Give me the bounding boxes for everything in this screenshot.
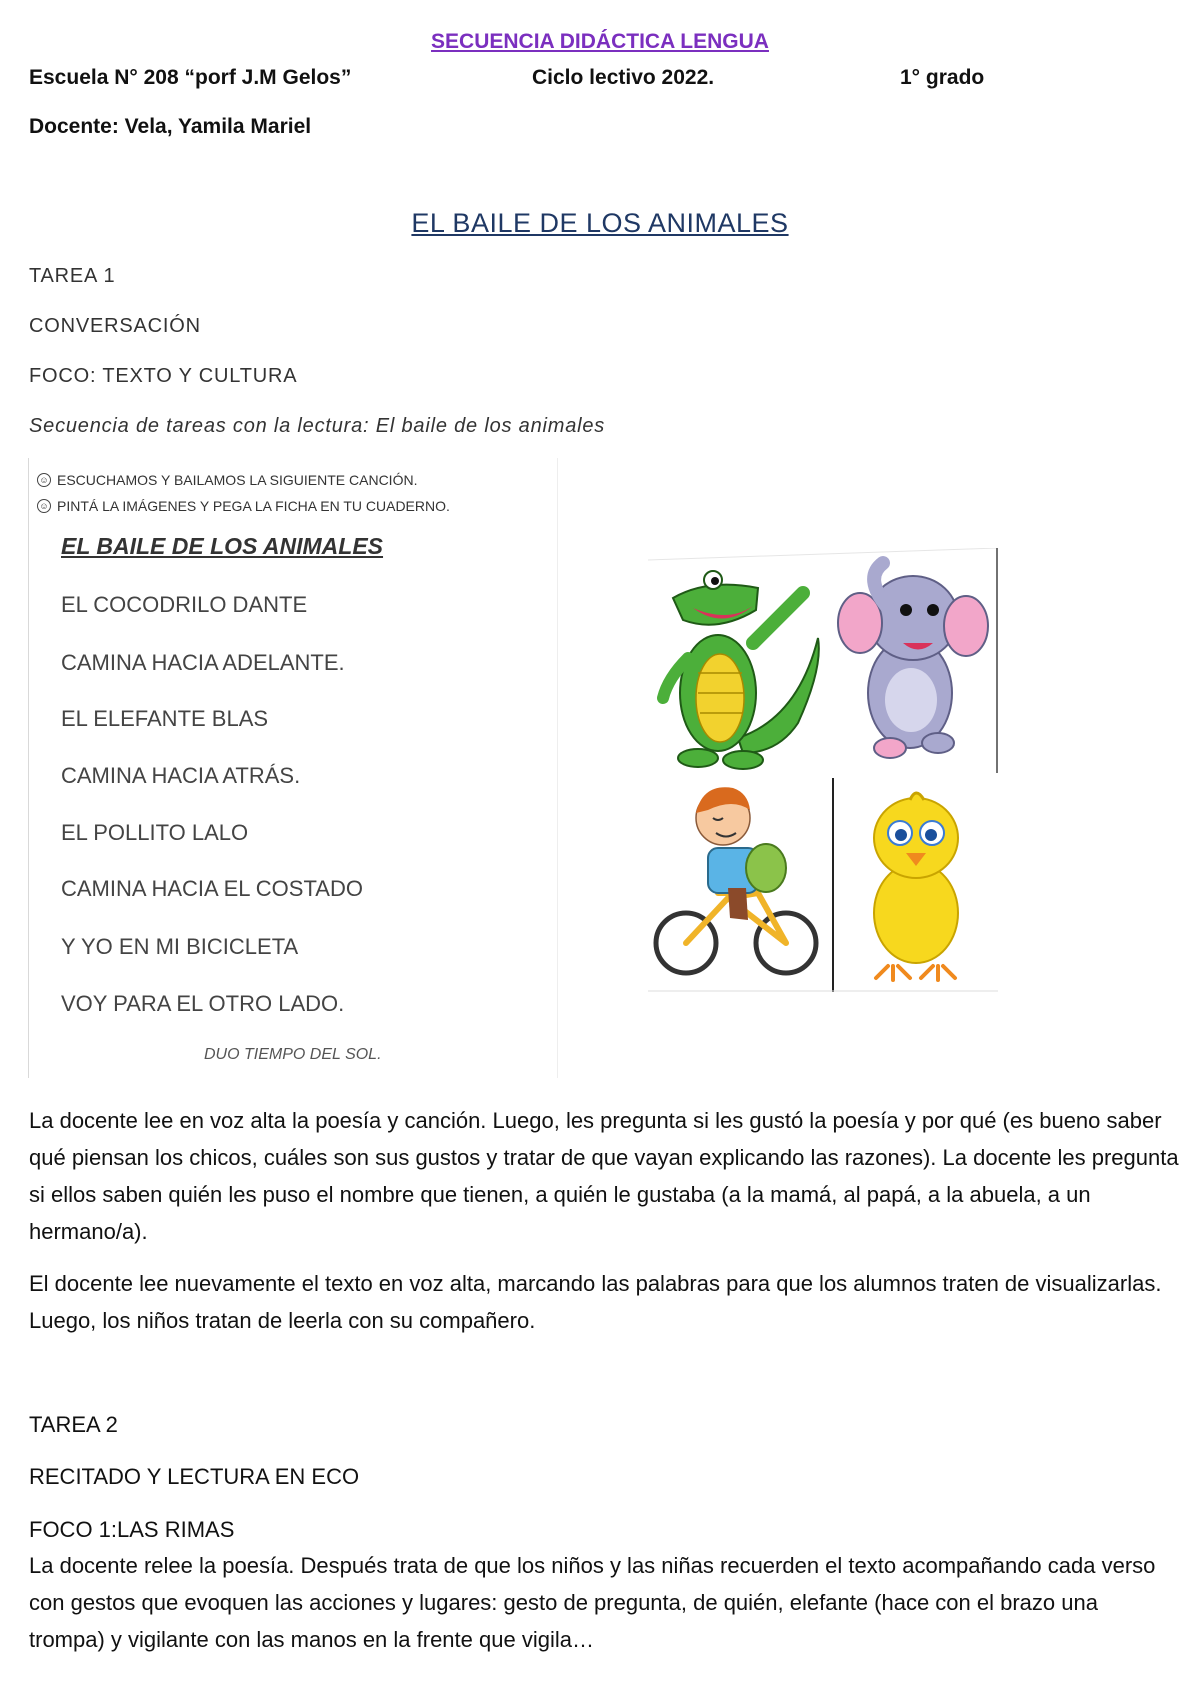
elephant-illustration — [838, 563, 988, 758]
song-verse: CAMINA HACIA EL COSTADO — [61, 876, 363, 901]
song-verse: EL ELEFANTE BLAS — [61, 706, 269, 731]
song-verse: Y YO EN MI BICICLETA — [61, 934, 299, 959]
grade-label: 1° grado — [900, 66, 985, 89]
song-instruction: ☺ ESCUCHAMOS Y BAILAMOS LA SIGUIENTE CANCIÓN. — [37, 472, 417, 488]
boy-on-bicycle-illustration — [656, 787, 816, 973]
task2-focus: FOCO 1:LAS RIMAS — [29, 1517, 235, 1542]
task1-sequence: Secuencia de tareas con la lectura: El baile de los animales — [29, 415, 606, 437]
song-sheet — [28, 458, 558, 1078]
song-verse: EL POLLITO LALO — [61, 820, 249, 845]
smiley-icon: ☺ — [37, 473, 51, 487]
task1-type: CONVERSACIÓN — [29, 315, 201, 337]
chick-illustration — [874, 793, 958, 980]
school-cycle: Ciclo lectivo 2022. — [532, 66, 715, 89]
animal-illustrations — [648, 548, 998, 992]
crocodile-illustration — [663, 571, 819, 769]
task2-label: TAREA 2 — [29, 1412, 118, 1437]
task1-focus: FOCO: TEXTO Y CULTURA — [29, 365, 298, 387]
task1-paragraph: El docente lee nuevamente el texto en voz alta, marcando las palabras para que los alumnos traten de visualizarlas. Luego, los niños tratan de leerla con su compañero. — [29, 1271, 1162, 1333]
song-credit: DUO TIEMPO DEL SOL. — [204, 1046, 382, 1063]
task2-type: RECITADO Y LECTURA EN ECO — [29, 1464, 360, 1489]
document-header-title: SECUENCIA DIDÁCTICA LENGUA — [431, 30, 769, 53]
task1-paragraph: La docente lee en voz alta la poesía y canción. Luego, les pregunta si les gustó la poesía y por qué (es bueno saber qué piensan los chicos, cuáles son sus gustos y tratar de que vayan explicando las razones). La docente les pregunta si ellos saben quién les puso el nombre que tienen, a quién le gustaba (a la mamá, al papá, a la abuela, a un hermano/a). — [29, 1108, 1179, 1244]
song-verse: EL COCODRILO DANTE — [61, 592, 308, 617]
main-title: EL BAILE DE LOS ANIMALES — [411, 208, 789, 238]
song-instruction: ☺ PINTÁ LA IMÁGENES Y PEGA LA FICHA EN TU CUADERNO. — [37, 498, 450, 514]
smiley-icon: ☺ — [37, 499, 51, 513]
song-title: EL BAILE DE LOS ANIMALES — [61, 533, 384, 559]
teacher-name: Docente: Vela, Yamila Mariel — [29, 115, 312, 138]
school-name: Escuela N° 208 “porf J.M Gelos” — [29, 66, 352, 89]
song-verse: VOY PARA EL OTRO LADO. — [61, 991, 345, 1016]
song-verse: CAMINA HACIA ADELANTE. — [61, 650, 345, 675]
illustration-grid — [648, 548, 998, 992]
task2-text: La docente relee la poesía. Después trata de que los niños y las niñas recuerden el texto acompañando cada verso con gestos que evoquen las acciones y lugares: gesto de pregunta, de quién, elefante (hace con el brazo una trompa) y vigilante con las manos en la frente que vigila… — [29, 1553, 1156, 1652]
task1-label: TAREA 1 — [29, 265, 116, 287]
song-verse: CAMINA HACIA ATRÁS. — [61, 763, 301, 788]
